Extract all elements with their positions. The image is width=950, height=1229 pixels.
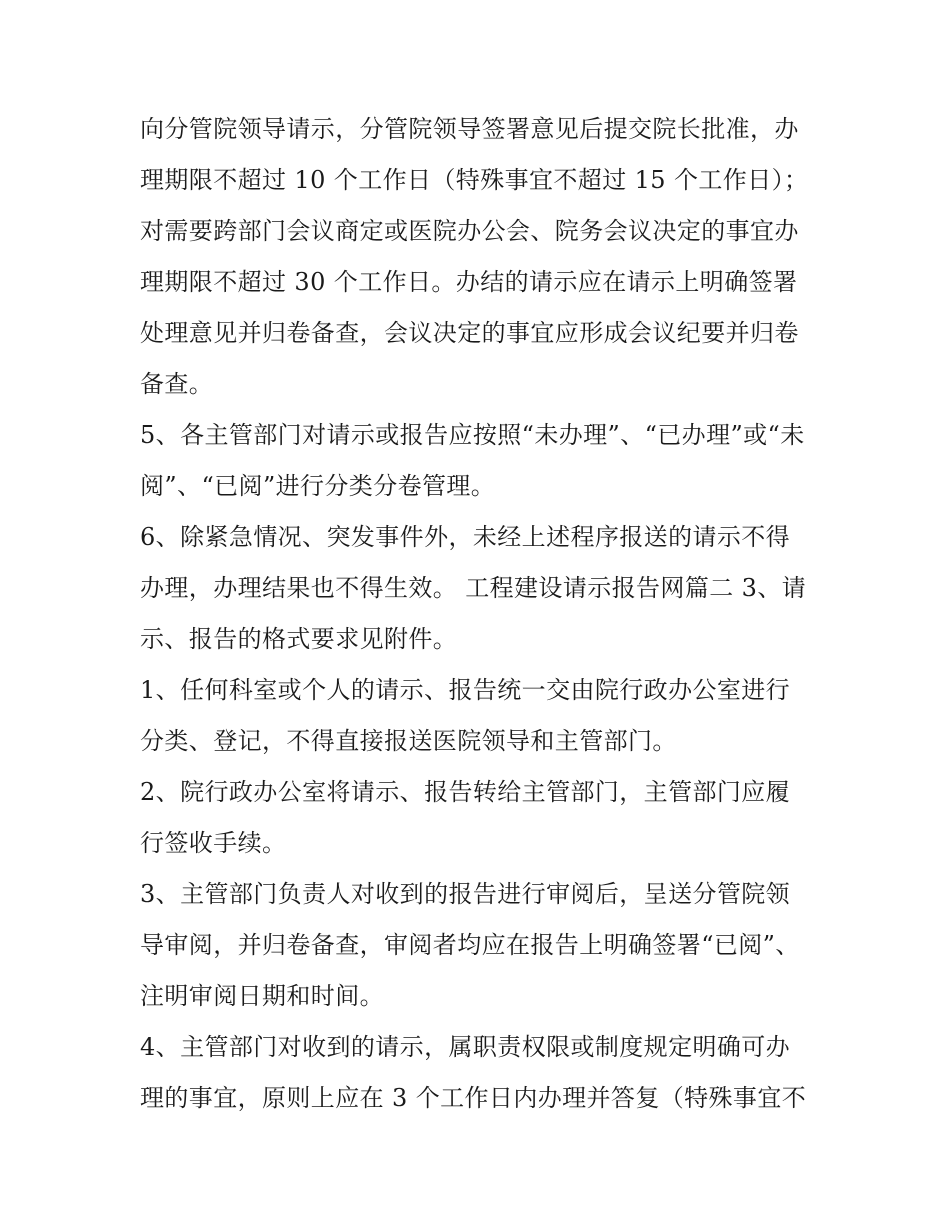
text-line: 理期限不超过 30 个工作日。办结的请示应在请示上明确签署	[140, 268, 798, 296]
text-line: 理的事宜，原则上应在 3 个工作日内办理并答复（特殊事宜不	[140, 1084, 807, 1112]
text-line: 对需要跨部门会议商定或医院办公会、院务会议决定的事宜办	[140, 217, 799, 245]
text-line: 行签收手续。	[140, 829, 287, 857]
text-line: 导审阅，并归卷备查，审阅者均应在报告上明确签署“已阅”、	[140, 931, 800, 959]
text-line: 注明审阅日期和时间。	[140, 982, 384, 1010]
document-body	[140, 104, 820, 1124]
text-line: 阅”、“已阅”进行分类分卷管理。	[140, 472, 496, 500]
text-line: 3、主管部门负责人对收到的报告进行审阅后，呈送分管院领	[140, 880, 791, 908]
text-line: 处理意见并归卷备查，会议决定的事宜应形成会议纪要并归卷	[140, 319, 799, 347]
text-line: 4、主管部门对收到的请示，属职责权限或制度规定明确可办	[140, 1033, 791, 1061]
text-line: 2、院行政办公室将请示、报告转给主管部门，主管部门应履	[140, 778, 791, 806]
text-line: 办理，办理结果也不得生效。 工程建设请示报告网篇二 3、请	[140, 574, 807, 602]
text-line: 示、报告的格式要求见附件。	[140, 625, 458, 653]
text-line: 1、任何科室或个人的请示、报告统一交由院行政办公室进行	[140, 676, 791, 704]
text-line: 备查。	[140, 370, 214, 398]
text-line: 理期限不超过 10 个工作日（特殊事宜不超过 15 个工作日）；	[140, 166, 809, 194]
text-line: 分类、登记，不得直接报送医院领导和主管部门。	[140, 727, 677, 755]
text-line: 6、除紧急情况、突发事件外，未经上述程序报送的请示不得	[140, 523, 791, 551]
text-line: 向分管院领导请示，分管院领导签署意见后提交院长批准，办	[140, 115, 799, 143]
text-line: 5、各主管部门对请示或报告应按照“未办理”、“已办理”或“未	[140, 421, 805, 449]
